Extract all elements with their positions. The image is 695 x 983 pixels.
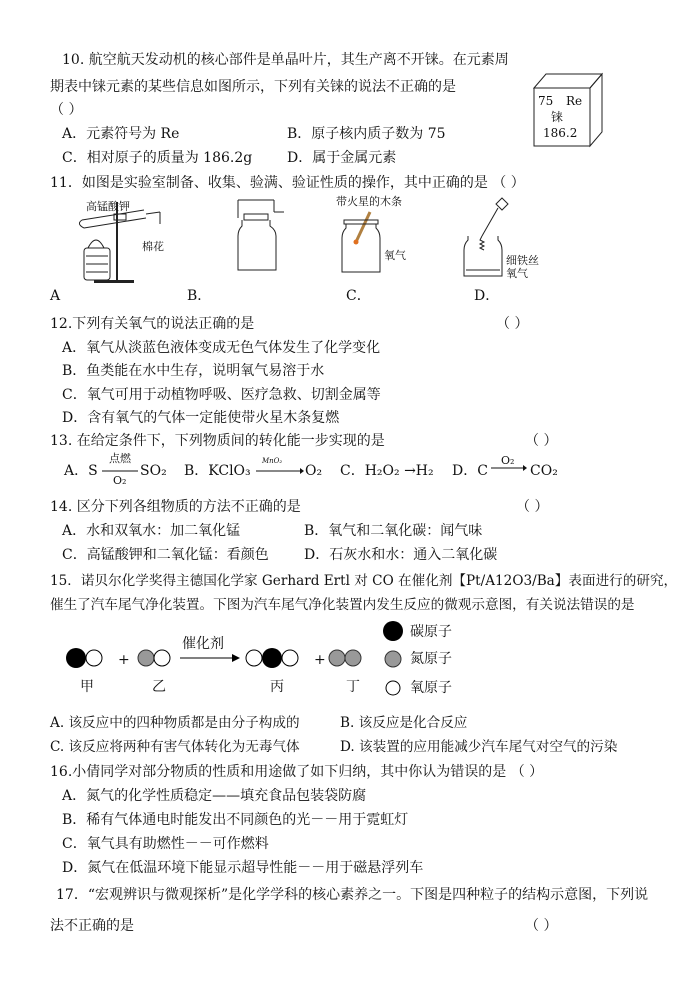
q12-stem: 12.下列有关氧气的说法正确的是 bbox=[50, 316, 255, 332]
q17-line1: 17．“宏观辨识与微观探析”是化学学科的核心素养之一。下图是四种粒子的结构示意图，下列说 bbox=[56, 887, 649, 903]
label-oxygen-d: 氧气 bbox=[506, 267, 528, 280]
q12-option-c: C．氧气可用于动植物呼吸、医疗急救、切割金属等 bbox=[62, 387, 381, 403]
q16-option-d: D．氮气在低温环境下能显示超导性能－－用于磁悬浮列车 bbox=[62, 860, 424, 876]
molecule-ding-nitrogen-right bbox=[345, 650, 361, 666]
q16-stem: 16.小倩同学对部分物质的性质和用途做了如下归纳，其中你认为错误的是 （ ） bbox=[50, 764, 544, 780]
molecule-yi-oxygen bbox=[154, 650, 170, 666]
legend-nitrogen-symbol bbox=[385, 651, 401, 667]
label-yi: 乙 bbox=[152, 679, 166, 695]
q10-option-b: B．原子核内质子数为 75 bbox=[287, 126, 446, 142]
label-oxygen-c: 氧气 bbox=[384, 249, 406, 262]
q16-option-c: C．氧气具有助燃性－－可作燃料 bbox=[62, 836, 269, 852]
q13-option-b-product: O₂ bbox=[305, 463, 323, 479]
q17-paren: （ ） bbox=[525, 918, 558, 934]
q11-stem: 11．如图是实验室制备、收集、验满、验证性质的操作，其中正确的是 （ ） bbox=[50, 175, 525, 191]
q13-option-c: C．H₂O₂ →H₂ bbox=[340, 463, 434, 479]
q10-option-d: D．属于金属元素 bbox=[287, 150, 397, 166]
q12-option-d: D．含有氧气的气体一定能使带火星木条复燃 bbox=[62, 410, 340, 426]
q14-option-d: D．石灰水和水：通入二氧化碳 bbox=[304, 547, 498, 563]
molecule-yi-nitrogen bbox=[138, 650, 154, 666]
q11-option-a: A bbox=[50, 288, 61, 304]
q10-paren: （ ） bbox=[50, 102, 83, 118]
q13-option-d-condition: O₂ bbox=[501, 454, 515, 467]
q10-option-c: C．相对原子的质量为 186.2g bbox=[62, 150, 253, 166]
q10-line2: 期表中铼元素的某些信息如图所示，下列有关铼的说法不正确的是 bbox=[50, 79, 456, 95]
label-glowing-splint: 带火星的木条 bbox=[336, 195, 402, 208]
q14-stem: 14. 区分下列各组物质的方法不正确的是 bbox=[50, 499, 301, 515]
label-cotton: 棉花 bbox=[142, 240, 164, 253]
molecule-jia-oxygen bbox=[86, 650, 102, 666]
q15-legend-symbols bbox=[380, 620, 410, 700]
molecule-bing-carbon bbox=[262, 648, 282, 668]
element-number: 75 bbox=[538, 94, 554, 108]
legend-nitrogen: 氮原子 bbox=[410, 651, 452, 667]
molecule-bing-oxygen-left bbox=[246, 650, 262, 666]
plus-sign-2: + bbox=[314, 652, 326, 668]
q13-paren: （ ） bbox=[525, 433, 558, 449]
molecule-ding-nitrogen-left bbox=[329, 650, 345, 666]
q13-option-a-condition-top: 点燃 bbox=[109, 452, 131, 465]
q13-stem: 13. 在给定条件下，下列物质间的转化能一步实现的是 bbox=[50, 433, 385, 449]
q13-option-d-product: CO₂ bbox=[530, 463, 558, 479]
q14-option-a: A．水和双氧水：加二氧化锰 bbox=[62, 523, 241, 539]
q11-option-c: C． bbox=[346, 288, 371, 304]
plus-sign-1: + bbox=[118, 652, 130, 668]
q14-option-c: C．高锰酸钾和二氧化锰：看颜色 bbox=[62, 547, 269, 563]
molecule-jia-carbon bbox=[66, 648, 86, 668]
label-bing: 丙 bbox=[270, 679, 284, 695]
q16-option-a: A．氮气的化学性质稳定——填充食品包装袋防腐 bbox=[62, 788, 367, 804]
q14-paren: （ ） bbox=[516, 499, 549, 515]
q15-option-d: D. 该装置的应用能减少汽车尾气对空气的污染 bbox=[340, 739, 618, 755]
q12-option-b: B．鱼类能在水中生存，说明氧气易溶于水 bbox=[62, 363, 325, 379]
q15-line1: 15．诺贝尔化学奖得主德国化学家 Gerhard Ertl 对 CO 在催化剂【Pt/A12O3/Ba】表面进行的研究， bbox=[50, 573, 678, 589]
q15-option-b: B. 该反应是化合反应 bbox=[340, 715, 468, 731]
legend-carbon-symbol bbox=[383, 621, 403, 641]
q11-option-b: B． bbox=[187, 288, 212, 304]
label-ding: 丁 bbox=[346, 679, 360, 695]
molecule-bing-oxygen-right bbox=[282, 650, 298, 666]
q14-option-b: B．氧气和二氧化碳：闻气味 bbox=[304, 523, 483, 539]
q17-line2: 法不正确的是 bbox=[50, 918, 134, 934]
q13-option-d-arrow bbox=[491, 464, 527, 472]
catalyst-label: 催化剂 bbox=[182, 636, 224, 652]
q12-paren: （ ） bbox=[496, 316, 529, 332]
q13-option-a-product: SO₂ bbox=[140, 463, 167, 479]
label-iron-wire: 细铁丝 bbox=[506, 254, 539, 267]
q13-option-b-catalyst: MnO₂ bbox=[262, 457, 283, 465]
legend-oxygen-symbol bbox=[386, 681, 400, 695]
q13-option-a-reactant: A．S bbox=[64, 463, 98, 479]
q15-option-c: C. 该反应将两种有害气体转化为无毒气体 bbox=[50, 739, 300, 755]
q13-option-b-reactant: B．KClO₃ bbox=[184, 463, 251, 479]
q13-option-b-arrow bbox=[256, 467, 304, 475]
q13-option-d-reactant: D．C bbox=[452, 463, 488, 479]
q16-option-b: B．稀有气体通电时能发出不同颜色的光－－用于霓虹灯 bbox=[62, 812, 409, 828]
reaction-arrow-head bbox=[232, 654, 240, 662]
q10-line1: 10. 航空航天发动机的核心部件是单晶叶片，其生产离不开铼。在元素周 bbox=[62, 52, 509, 68]
element-symbol: Re bbox=[566, 94, 583, 108]
q11-option-d: D． bbox=[474, 288, 500, 304]
element-mass: 186.2 bbox=[543, 126, 578, 140]
q13-option-a-condition-bottom: O₂ bbox=[113, 474, 127, 487]
q11-figure-b-gas-bottle bbox=[232, 196, 292, 276]
q15-option-a: A. 该反应中的四种物质都是由分子构成的 bbox=[50, 715, 300, 731]
q11-figure-c-oxygen-test bbox=[336, 210, 396, 280]
label-jia: 甲 bbox=[80, 679, 94, 695]
label-kmno4: 高锰酸钾 bbox=[86, 200, 130, 213]
q10-option-a: A．元素符号为 Re bbox=[62, 126, 180, 142]
legend-oxygen: 氧原子 bbox=[410, 680, 452, 696]
q12-option-a: A．氧气从淡蓝色液体变成无色气体发生了化学变化 bbox=[62, 340, 381, 356]
legend-carbon: 碳原子 bbox=[410, 624, 452, 640]
element-name: 铼 bbox=[551, 110, 564, 124]
q15-line2: 催生了汽车尾气净化装置。下图为汽车尾气净化装置内发生反应的微观示意图，有关说法错误的是 bbox=[50, 597, 635, 613]
